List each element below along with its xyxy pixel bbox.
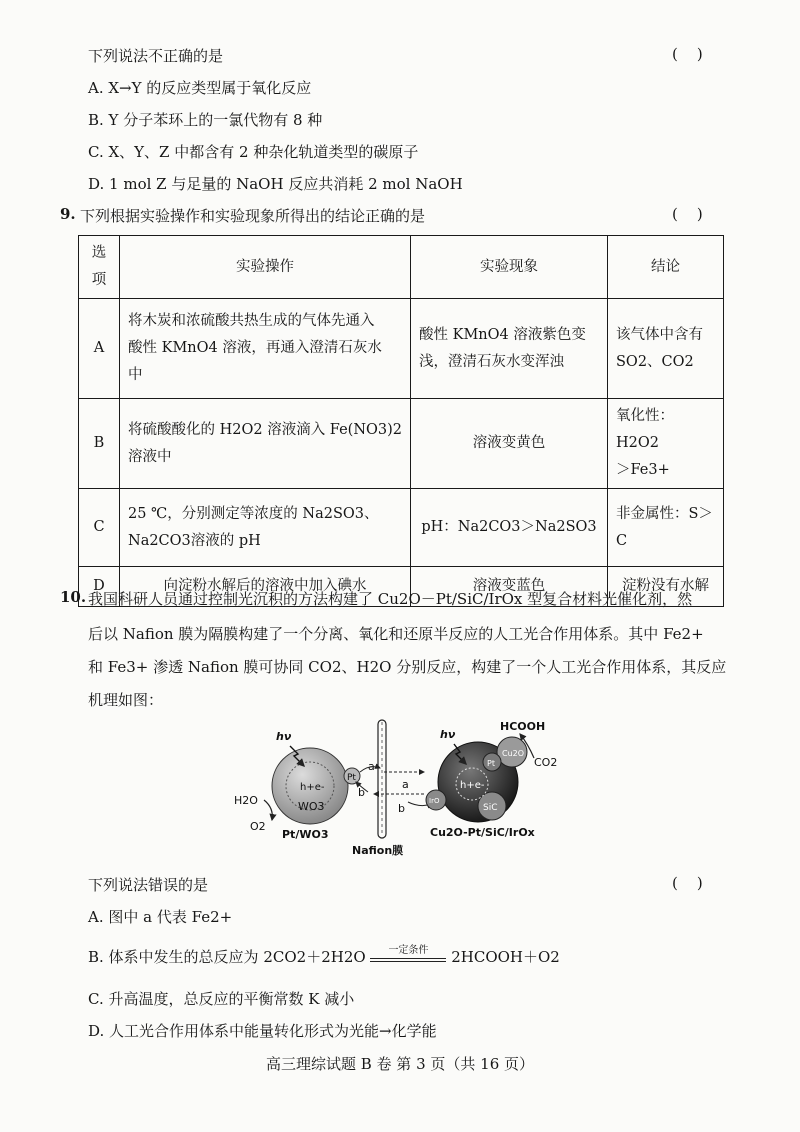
pt-left-label: Pt xyxy=(347,773,356,783)
q9-answer-paren: ( ) xyxy=(672,205,703,223)
mechanism-diagram xyxy=(228,712,568,862)
q9-number: 9. xyxy=(60,205,76,223)
row-d-operation: 向淀粉水解后的溶液中加入碘水 xyxy=(120,567,411,607)
q10-stem-line2: 后以 Nafion 膜为隔膜构建了一个分离、氧化和还原半反应的人工光合作用体系。其中 Fe2+ xyxy=(88,625,704,643)
row-b-conclusion: 氧化性：H2O2 ＞Fe3+ xyxy=(608,399,724,489)
q10-stem-line4: 机理如图： xyxy=(88,691,164,709)
table-row xyxy=(79,299,724,399)
sic-label: SiC xyxy=(483,803,498,813)
header-phenomenon: 实验现象 xyxy=(411,236,608,299)
a-right-label: a xyxy=(402,778,409,791)
row-d-phenomenon: 溶液变蓝色 xyxy=(411,567,608,607)
row-c-conclusion: 非金属性：S＞ C xyxy=(608,489,724,567)
b-left-label: b xyxy=(358,786,365,799)
a-left-label: a xyxy=(368,760,375,773)
hcooh-label: HCOOH xyxy=(500,720,546,733)
option-b-prefix: B. 体系中发生的总反应为 2CO2＋2H2O xyxy=(88,948,366,966)
q9-stem: 下列根据实验操作和实验现象所得出的结论正确的是 xyxy=(80,207,426,225)
q8-option-a: A. X→Y 的反应类型属于氧化反应 xyxy=(88,79,312,97)
row-c-phenomenon: pH：Na2CO3＞Na2SO3 xyxy=(411,489,608,567)
table-row xyxy=(79,489,724,567)
q10-option-c: C. 升高温度，总反应的平衡常数 K 减小 xyxy=(88,990,355,1008)
hv-right-label: hν xyxy=(440,728,456,741)
wo3-label: WO3 xyxy=(298,800,325,813)
q8-option-c: C. X、Y、Z 中都含有 2 种杂化轨道类型的碳原子 xyxy=(88,143,419,161)
row-c-operation: 25 ℃，分别测定等浓度的 Na2SO3、 Na2CO3溶液的 pH xyxy=(120,489,411,567)
row-b-operation: 将硫酸酸化的 H2O2 溶液滴入 Fe(NO3)2 溶液中 xyxy=(120,399,411,489)
row-a-option: A xyxy=(79,299,120,399)
header-option: 选项 xyxy=(79,236,120,299)
water-oxidation-arrow xyxy=(264,800,272,820)
row-a-phenomenon: 酸性 KMnO4 溶液紫色变 浅，澄清石灰水变浑浊 xyxy=(411,299,608,399)
reaction-condition: 一定条件 xyxy=(388,944,429,956)
table-row xyxy=(79,399,724,489)
q10-option-a: A. 图中 a 代表 Fe2+ xyxy=(88,908,233,926)
q10-option-b xyxy=(88,946,560,967)
q8-answer-paren: ( ) xyxy=(672,45,703,63)
header-operation: 实验操作 xyxy=(120,236,411,299)
row-b-option: B xyxy=(79,399,120,489)
option-b-suffix: 2HCOOH＋O2 xyxy=(451,948,560,966)
q10-stem-line1: 我国科研人员通过控制光沉积的方法构建了 Cu2O－Pt/SiC/IrOx 型复合材料光催化剂，然 xyxy=(88,590,693,608)
co2-label: CO2 xyxy=(534,756,558,769)
he-left-label: h+e- xyxy=(300,782,325,793)
q10-option-d: D. 人工光合作用体系中能量转化形式为光能→化学能 xyxy=(88,1022,437,1040)
row-a-operation: 将木炭和浓硫酸共热生成的气体先通入 酸性 KMnO4 溶液，再通入澄清石灰水 中 xyxy=(120,299,411,399)
row-a-conclusion: 该气体中含有 SO2、CO2 xyxy=(608,299,724,399)
page-footer: 高三理综试题 B 卷 第 3 页（共 16 页） xyxy=(265,1055,535,1073)
pt-wo3-label: Pt/WO3 xyxy=(282,828,329,841)
row-d-option: D xyxy=(79,567,120,607)
cu2o-pt-sic-irox-label: Cu2O-Pt/SiC/IrOx xyxy=(430,826,535,839)
h2o-label: H2O xyxy=(234,794,258,807)
nafion-label: Nafion膜 xyxy=(352,844,404,857)
pt-right-label: Pt xyxy=(487,759,495,768)
q10-stem-line3: 和 Fe3+ 渗透 Nafion 膜可协同 CO2、H2O 分别反应，构建了一个人工光合作用体系，其反应 xyxy=(88,658,727,676)
hv-left-label: hν xyxy=(276,730,292,743)
reaction-condition-arrow xyxy=(370,944,446,962)
header-conclusion: 结论 xyxy=(608,236,724,299)
q8-prompt: 下列说法不正确的是 xyxy=(88,47,224,65)
q10-number: 10. xyxy=(60,588,87,606)
b-right-label: b xyxy=(398,802,405,815)
q9-table xyxy=(78,235,724,607)
q8-option-b: B. Y 分子苯环上的一氯代物有 8 种 xyxy=(88,111,323,129)
row-b-phenomenon: 溶液变黄色 xyxy=(411,399,608,489)
row-c-option: C xyxy=(79,489,120,567)
q10-answer-paren: ( ) xyxy=(672,874,703,892)
he-right-label: h+e- xyxy=(460,780,485,791)
row-d-conclusion: 淀粉没有水解 xyxy=(608,567,724,607)
q8-option-d: D. 1 mol Z 与足量的 NaOH 反应共消耗 2 mol NaOH xyxy=(88,175,463,193)
cu2o-label: Cu2O xyxy=(502,749,525,758)
o2-label: O2 xyxy=(250,820,266,833)
q10-prompt: 下列说法错误的是 xyxy=(88,876,209,894)
iro-label: IrO xyxy=(429,797,440,805)
